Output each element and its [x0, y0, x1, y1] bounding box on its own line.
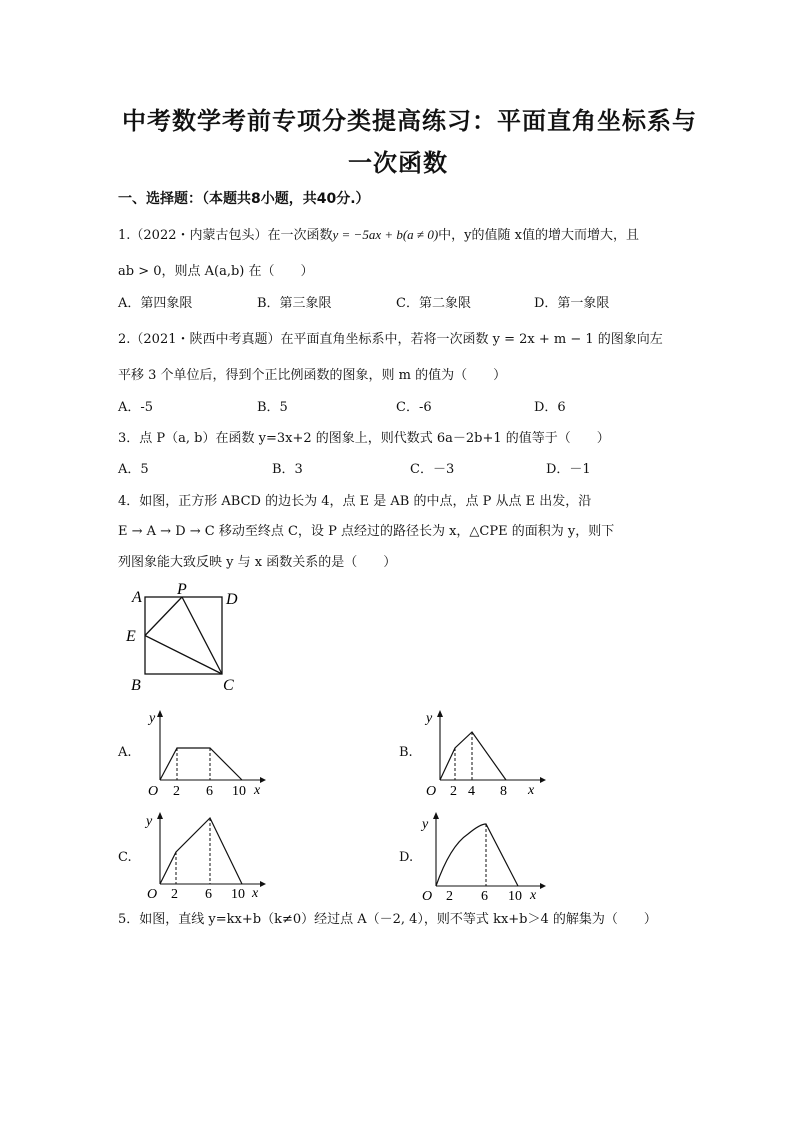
question-1-formula: y = −5ax + b(a ≠ 0): [332, 227, 439, 242]
label-b: B: [131, 677, 141, 694]
question-1-option-d[interactable]: D．第一象限: [534, 296, 610, 311]
graph-c-curve: [160, 818, 242, 884]
graph-c: [140, 806, 270, 900]
graph-a-curve: [160, 748, 242, 780]
question-1-prefix: 1.（2022・内蒙古包头）在一次函数: [118, 228, 333, 243]
question-3-option-a[interactable]: A．5: [118, 462, 149, 477]
question-3-line1: 3．点 P（a, b）在函数 y=3x+2 的图象上，则代数式 6a－2b+1 的值等于（ ）: [118, 431, 610, 446]
graph-d-x-label: x: [530, 888, 537, 900]
graph-d: [420, 806, 550, 900]
graph-c-tick: 10: [231, 887, 245, 900]
question-3-option-b[interactable]: B．3: [272, 462, 303, 477]
graph-b-x-label: x: [528, 783, 535, 798]
graph-c-y-label: y: [146, 814, 153, 829]
graph-c-tick: 6: [205, 887, 212, 900]
square-figure: [120, 580, 260, 700]
graph-a-label[interactable]: A.: [118, 745, 132, 760]
question-3-option-d[interactable]: D．－1: [546, 462, 591, 477]
question-1-line1: [118, 224, 639, 243]
graph-c-label[interactable]: C.: [118, 850, 132, 865]
graph-d-origin: O: [422, 889, 433, 900]
graph-b-origin: O: [426, 784, 437, 798]
graph-d-tick: 2: [446, 889, 453, 900]
section-heading: 一、选择题：（本题共8小题，共40分.）: [118, 191, 370, 207]
graph-a: [140, 706, 270, 798]
question-4-line1: 4．如图，正方形 ABCD 的边长为 4，点 E 是 AB 的中点，点 P 从点 E 出发，沿: [118, 494, 592, 509]
graph-c-origin: O: [147, 887, 158, 900]
question-4-line2: E → A → D → C 移动至终点 C，设 P 点经过的路径长为 x，△CPE 的面积为 y，则下: [118, 524, 615, 539]
question-1-option-b[interactable]: B．第三象限: [257, 296, 332, 311]
question-2-option-d[interactable]: D．6: [534, 400, 566, 415]
graph-b-y-label: y: [426, 711, 433, 726]
graph-d-tick: 10: [508, 889, 522, 900]
question-1-option-a[interactable]: A．第四象限: [118, 296, 193, 311]
graph-a-y-label: y: [149, 711, 156, 726]
segment-ec: [145, 636, 222, 675]
question-2-line2: 平移 3 个单位后，得到个正比例函数的图象，则 m 的值为（ ）: [118, 368, 507, 383]
question-5-line1: 5．如图，直线 y=kx+b（k≠0）经过点 A（－2, 4），则不等式 kx+b＞4 的解集为（ ）: [118, 912, 657, 927]
question-1-line2: ab > 0，则点 A(a,b) 在（ ）: [118, 264, 314, 279]
question-2-line1: 2.（2021・陕西中考真题）在平面直角坐标系中，若将一次函数 y = 2x + m − 1 的图象向左: [118, 332, 663, 347]
graph-a-tick: 10: [232, 784, 246, 798]
segment-ep: [145, 597, 182, 636]
graph-a-origin: O: [148, 784, 159, 798]
question-2-option-a[interactable]: A．-5: [118, 400, 154, 415]
question-3-option-c[interactable]: C．－3: [410, 462, 455, 477]
graph-a-tick: 2: [173, 784, 180, 798]
question-1-suffix: 中，y的值随 x值的增大而增大，且: [438, 228, 639, 243]
question-2-option-c[interactable]: C．-6: [396, 400, 432, 415]
graph-a-tick: 6: [206, 784, 213, 798]
graph-d-curve: [436, 824, 518, 886]
graph-d-tick: 6: [481, 889, 488, 900]
question-4-line3: 列图象能大致反映 y 与 x 函数关系的是（ ）: [118, 555, 397, 570]
question-2-option-b[interactable]: B．5: [257, 400, 288, 415]
graph-c-tick: 2: [171, 887, 178, 900]
label-e: E: [126, 628, 136, 645]
page-title-line2: 一次函数: [348, 149, 448, 177]
graph-d-y-label: y: [422, 817, 429, 832]
label-d: D: [226, 591, 238, 608]
graph-d-label[interactable]: D.: [399, 850, 414, 865]
square-abcd: [145, 597, 222, 674]
label-a: A: [132, 589, 142, 606]
question-1-option-c[interactable]: C．第二象限: [396, 296, 471, 311]
graph-b-tick: 4: [468, 784, 475, 798]
label-c: C: [223, 677, 234, 694]
graph-b-tick: 2: [450, 784, 457, 798]
graph-b: [420, 706, 550, 798]
segment-pc: [182, 597, 222, 674]
graph-b-curve: [440, 732, 506, 780]
graph-b-tick: 8: [500, 784, 507, 798]
page-title: 中考数学考前专项分类提高练习：平面直角坐标系与: [122, 107, 697, 135]
graph-a-x-label: x: [254, 783, 261, 798]
label-p: P: [177, 581, 187, 598]
graph-c-x-label: x: [252, 886, 259, 900]
graph-b-label[interactable]: B.: [399, 745, 413, 760]
